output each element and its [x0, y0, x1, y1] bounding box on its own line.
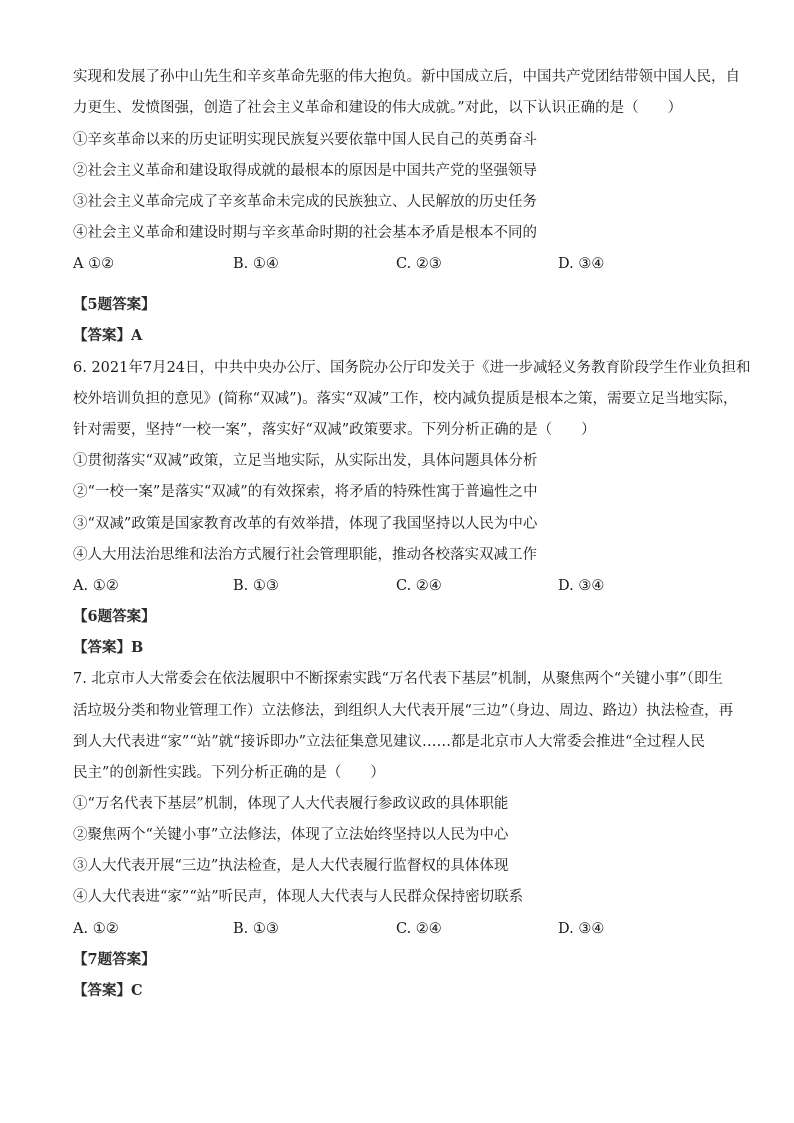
- q5-statement-4: ④社会主义革命和建设时期与辛亥革命时期的社会基本矛盾是根本不同的: [73, 225, 537, 241]
- option-b: B. ①④: [233, 256, 279, 272]
- q5-text-line: 力更生、发愤图强，创造了社会主义革命和建设的伟大成就。”对此，以下认识正确的是（ ）: [73, 100, 683, 116]
- q5-answer: 【答案】A: [73, 327, 143, 344]
- q7-statement-3: ③人大代表开展“三边”执法检查，是人大代表履行监督权的具体体现: [73, 858, 509, 874]
- q7-text-line: 民主”的创新性实践。下列分析正确的是（ ）: [73, 765, 385, 781]
- q6-answer-heading: 【6题答案】: [73, 608, 156, 625]
- q6-statement-2: ②“一校一案”是落实“双减”的有效探索，将矛盾的特殊性寓于普遍性之中: [73, 484, 538, 500]
- q6-statement-4: ④人大用法治思维和法治方式履行社会管理职能，推动各校落实双减工作: [73, 547, 537, 563]
- q6-options: [73, 576, 733, 596]
- option-c: C. ②③: [396, 256, 442, 272]
- q7-statement-1: ①“万名代表下基层”机制，体现了人大代表履行参政议政的具体职能: [73, 796, 509, 812]
- q5-text-line: 实现和发展了孙中山先生和辛亥革命先驱的伟大抱负。新中国成立后，中国共产党团结带领中国人民，自: [73, 69, 740, 85]
- q7-text-line: 7. 北京市人大常委会在依法履职中不断探索实践“万名代表下基层”机制，从聚焦两个“关键小事”（即生: [73, 671, 723, 687]
- option-a: A. ①②: [73, 921, 119, 937]
- q6-statement-1: ①贯彻落实“双减”政策，立足当地实际，从实际出发，具体问题具体分析: [73, 453, 538, 469]
- q5-statement-3: ③社会主义革命完成了辛亥革命未完成的民族独立、人民解放的历史任务: [73, 194, 537, 210]
- q6-text-line: 针对需要，坚持“一校一案”，落实好“双减”政策要求。下列分析正确的是（ ）: [73, 422, 596, 438]
- q6-statement-3: ③“双减”政策是国家教育改革的有效举措，体现了我国坚持以人民为中心: [73, 516, 538, 532]
- option-a: A. ①②: [73, 578, 119, 594]
- option-b: B. ①③: [233, 578, 279, 594]
- option-d: D. ③④: [558, 921, 605, 937]
- option-c: C. ②④: [396, 578, 442, 594]
- option-b: B. ①③: [233, 921, 279, 937]
- q7-answer: 【答案】C: [73, 982, 143, 999]
- option-c: C. ②④: [396, 921, 442, 937]
- q5-statement-2: ②社会主义革命和建设取得成就的最根本的原因是中国共产党的坚强领导: [73, 163, 537, 179]
- q7-answer-heading: 【7题答案】: [73, 951, 156, 968]
- q5-statement-1: ①辛亥革命以来的历史证明实现民族复兴要依靠中国人民自己的英勇奋斗: [73, 132, 537, 148]
- q6-answer: 【答案】B: [73, 639, 144, 656]
- q7-options: [73, 919, 733, 939]
- option-d: D. ③④: [558, 256, 605, 272]
- q6-text-line: 6. 2021年7月24日，中共中央办公厅、国务院办公厅印发关于《进一步减轻义务教育阶段学生作业负担和: [73, 360, 751, 376]
- q7-statement-2: ②聚焦两个“关键小事”立法修法，体现了立法始终坚持以人民为中心: [73, 827, 509, 843]
- option-a: A ①②: [73, 256, 115, 272]
- option-d: D. ③④: [558, 578, 605, 594]
- q5-options: [73, 254, 733, 274]
- q5-answer-heading: 【5题答案】: [73, 296, 156, 313]
- q7-statement-4: ④人大代表进“家”“站”听民声，体现人大代表与人民群众保持密切联系: [73, 889, 524, 905]
- q7-text-line: 活垃圾分类和物业管理工作）立法修法，到组织人大代表开展“三边”（身边、周边、路边）执法检查，再: [73, 703, 734, 719]
- q6-text-line: 校外培训负担的意见》(简称“双减”)。落实“双减”工作，校内减负提质是根本之策，需要立足当地实际，: [73, 391, 738, 407]
- q7-text-line: 到人大代表进“家”“站”就“接诉即办”立法征集意见建议……都是北京市人大常委会推进“全过程人民: [73, 734, 705, 750]
